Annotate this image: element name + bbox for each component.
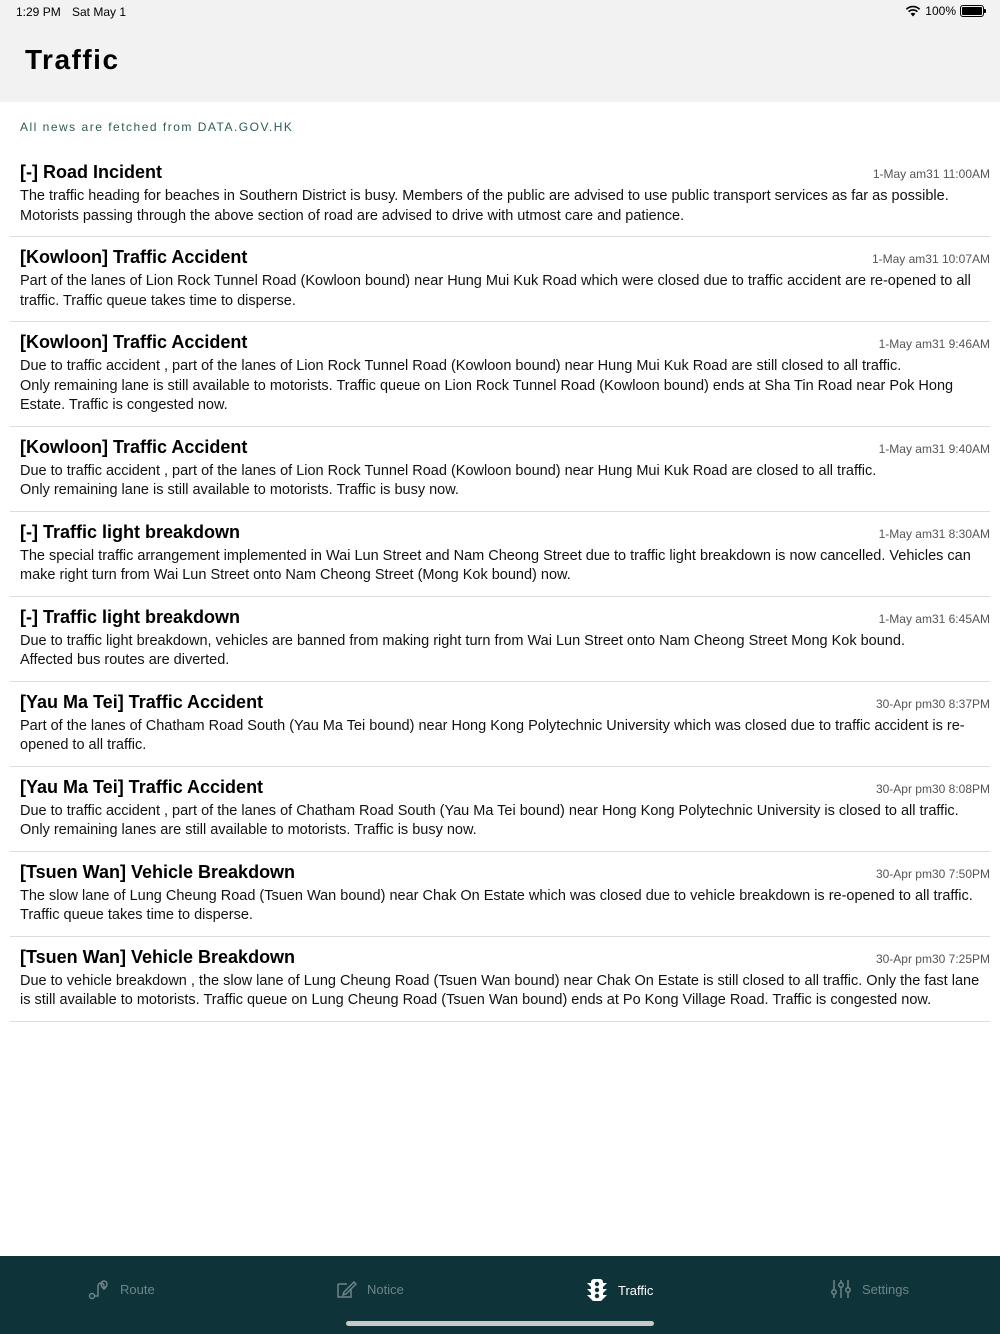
news-body: The special traffic arrangement implemented in Wai Lun Street and Nam Cheong Street due to traffic light breakdown is now cancelled. Vehicles can make right turn from Wai Lun Street onto Nam Cheong Street (Mong Kok bound) now. xyxy=(20,547,971,583)
news-item[interactable] xyxy=(10,237,990,322)
news-body: The traffic heading for beaches in Southern District is busy. Members of the public are advised to use public transport services as far as possible. Motorists passing through the above section of road are advised to drive with utmost care and patience. xyxy=(20,188,949,224)
tab-settings-label: Settings xyxy=(862,1281,909,1297)
tab-traffic[interactable] xyxy=(586,1278,653,1302)
news-header xyxy=(20,162,990,183)
news-body: The slow lane of Lung Cheung Road (Tsuen Wan bound) near Chak On Estate which was closed due to vehicle breakdown is re-opened to all traffic. Traffic queue takes time to disperse. xyxy=(20,887,973,923)
sliders-icon xyxy=(830,1278,852,1300)
news-title: [Tsuen Wan] Vehicle Breakdown xyxy=(20,946,296,967)
wifi-icon xyxy=(905,5,921,17)
news-item[interactable] xyxy=(10,512,990,597)
news-title: [Tsuen Wan] Vehicle Breakdown xyxy=(20,861,296,882)
news-title: [Kowloon] Traffic Accident xyxy=(20,436,248,457)
source-note: All news are fetched from DATA.GOV.HK xyxy=(20,120,294,134)
news-title: [-] Road Incident xyxy=(20,162,162,182)
news-title: [Kowloon] Traffic Accident xyxy=(20,247,248,267)
news-title: [-] Traffic light breakdown xyxy=(20,606,241,627)
tab-traffic-label: Traffic xyxy=(618,1282,654,1298)
status-date: Sat May 1 xyxy=(72,5,127,19)
news-timestamp: 30-Apr pm30 7:25PM xyxy=(875,951,990,966)
nav-header xyxy=(0,24,1000,102)
news-item[interactable] xyxy=(10,322,990,427)
news-body: Due to vehicle breakdown , the slow lane of Lung Cheung Road (Tsuen Wan bound) near Chak On Estate is still closed to all traffic. Only the fast lane is still available to motorists. Traffic queue on Lung Cheung Road (Tsuen Wan bound) ends at Po Kong Village Road. Traffic is congested now. xyxy=(20,972,980,1008)
news-header xyxy=(20,522,990,543)
news-item[interactable] xyxy=(10,597,990,682)
battery-percent: 100% xyxy=(925,4,956,18)
status-bar xyxy=(0,0,1000,24)
news-item[interactable] xyxy=(10,767,990,852)
status-time: 1:29 PM xyxy=(16,5,61,19)
news-header xyxy=(20,607,990,628)
news-header xyxy=(20,247,990,268)
tab-settings[interactable] xyxy=(830,1278,909,1300)
news-timestamp: 1-May am31 9:46AM xyxy=(878,337,990,351)
news-timestamp: 1-May am31 9:40AM xyxy=(878,441,990,456)
news-timestamp: 1-May am31 6:45AM xyxy=(878,611,990,626)
news-timestamp: 30-Apr pm30 7:50PM xyxy=(875,866,990,881)
news-item[interactable] xyxy=(10,852,990,937)
news-body: Part of the lanes of Chatham Road South (Yau Ma Tei bound) near Hong Kong Polytechnic University which was closed due to traffic accident is re-opened to all traffic. xyxy=(20,717,965,753)
news-body: Due to traffic accident , part of the lanes of Chatham Road South (Yau Ma Tei bound) near Hong Kong Polytechnic University is closed to all traffic. Only remaining lanes are still available to motorists. Traffic is busy now. xyxy=(20,802,959,838)
news-item[interactable] xyxy=(10,682,990,767)
news-body: Due to traffic accident , part of the lanes of Lion Rock Tunnel Road (Kowloon bound) near Hung Mui Kuk Road are still closed to all traffic. Only remaining lane is still available to motorists. Traffic queue on Lion Rock Tunnel Road (Kowloon bound) ends at Sha Tin Road near Pok Hong Estate. Traffic is congested now. xyxy=(20,358,954,413)
tab-notice-label: Notice xyxy=(367,1281,404,1297)
news-title: [Kowloon] Traffic Accident xyxy=(20,332,248,352)
news-timestamp: 1-May am31 11:00AM xyxy=(872,167,990,181)
news-body: Part of the lanes of Lion Rock Tunnel Road (Kowloon bound) near Hung Mui Kuk Road which were closed due to traffic accident are re-opened to all traffic. Traffic queue takes time to disperse. xyxy=(20,273,971,309)
tab-notice[interactable] xyxy=(335,1278,404,1300)
news-title: [-] Traffic light breakdown xyxy=(20,521,241,542)
news-header xyxy=(20,692,990,713)
route-icon xyxy=(88,1278,110,1300)
news-header xyxy=(20,862,990,883)
news-timestamp: 1-May am31 10:07AM xyxy=(871,252,990,266)
news-item[interactable] xyxy=(10,152,990,237)
home-indicator xyxy=(346,1321,654,1326)
news-body: Due to traffic light breakdown, vehicles are banned from making right turn from Wai Lun Street onto Nam Cheong Street Mong Kok bound. Affected bus routes are diverted. xyxy=(20,632,905,668)
news-header xyxy=(20,777,990,798)
traffic-light-icon xyxy=(586,1278,608,1302)
status-indicators xyxy=(905,4,984,18)
battery-icon xyxy=(960,5,984,17)
news-list xyxy=(10,152,990,1022)
tab-route-label: Route xyxy=(120,1281,155,1297)
notice-icon xyxy=(335,1278,357,1300)
news-header xyxy=(20,947,990,968)
news-header xyxy=(20,332,990,353)
news-timestamp: 30-Apr pm30 8:37PM xyxy=(875,696,990,711)
news-title: [Yau Ma Tei] Traffic Accident xyxy=(20,691,264,712)
page-title: Traffic xyxy=(25,44,120,75)
news-header xyxy=(20,437,990,458)
news-body: Due to traffic accident , part of the lanes of Lion Rock Tunnel Road (Kowloon bound) near Hung Mui Kuk Road are closed to all traffic. Only remaining lane is still available to motorists. Traffic is busy now. xyxy=(20,462,877,498)
news-timestamp: 1-May am31 8:30AM xyxy=(878,526,990,541)
news-timestamp: 30-Apr pm30 8:08PM xyxy=(875,781,990,796)
news-item[interactable] xyxy=(10,937,990,1022)
news-item[interactable] xyxy=(10,427,990,512)
tab-route[interactable] xyxy=(88,1278,155,1300)
news-title: [Yau Ma Tei] Traffic Accident xyxy=(20,776,264,797)
